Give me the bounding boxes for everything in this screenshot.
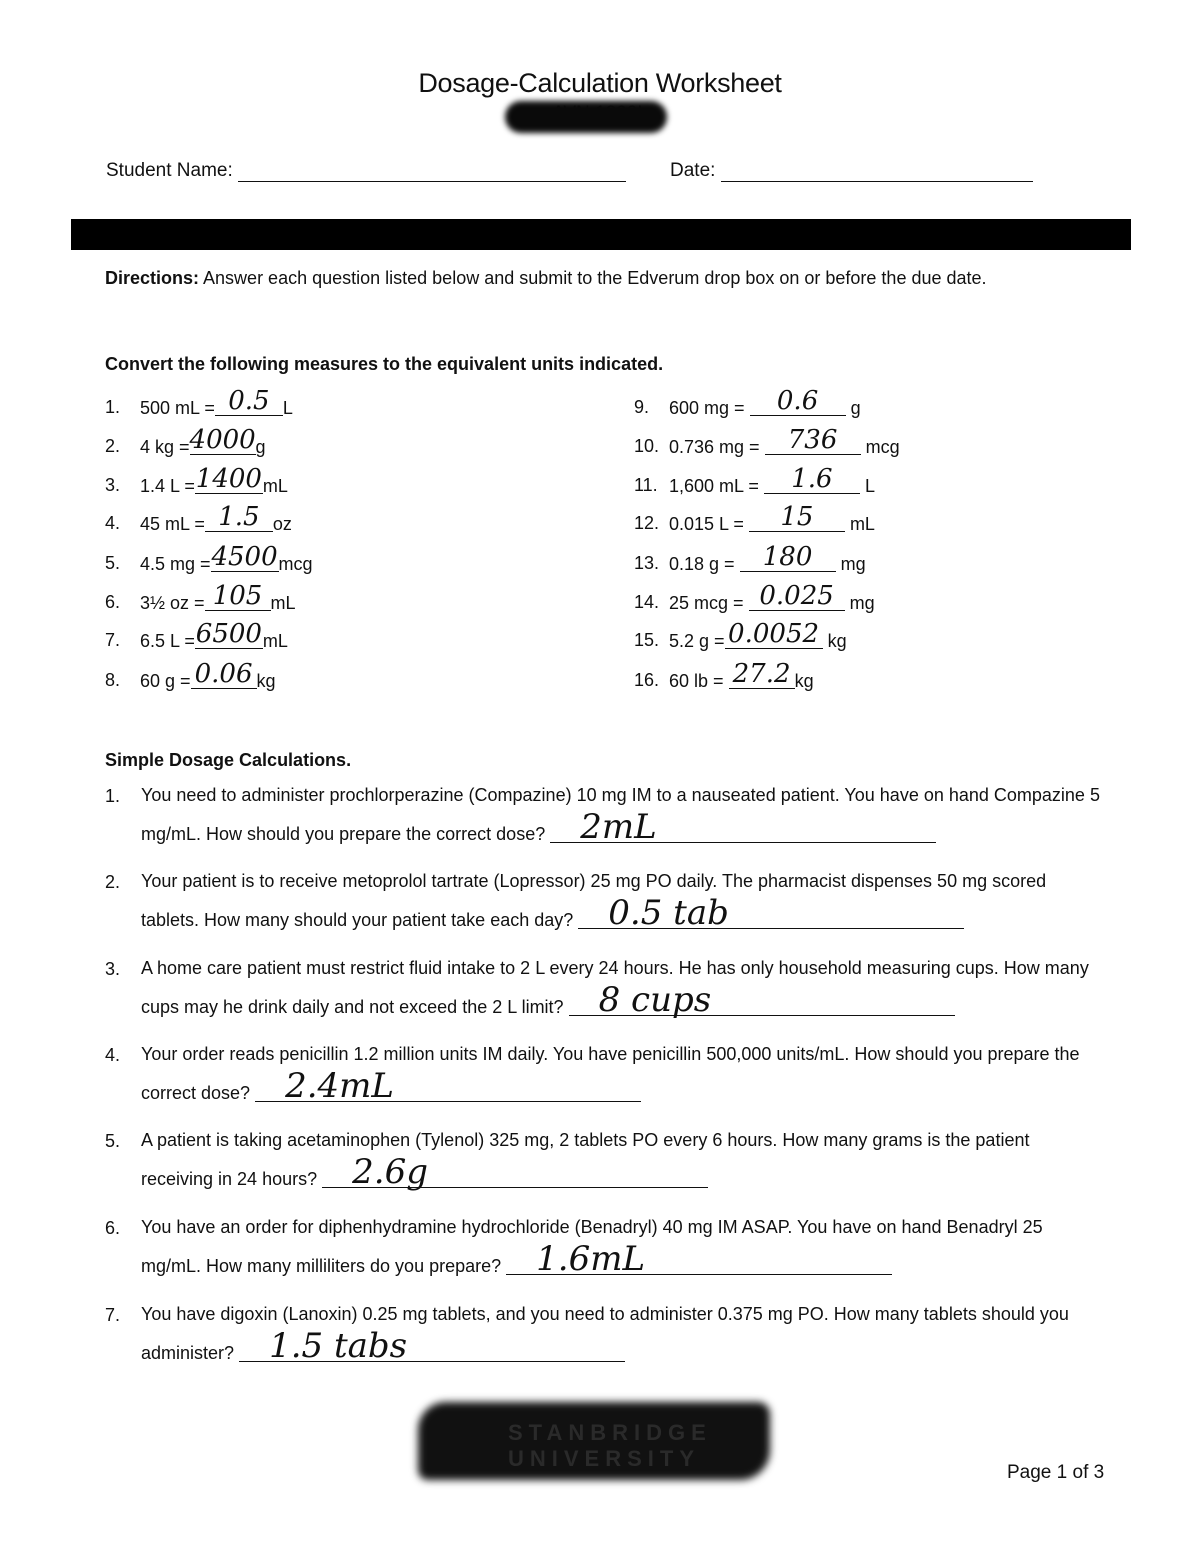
date-field[interactable]: [670, 160, 1033, 182]
answer-blank[interactable]: 1400: [195, 464, 262, 494]
answer-line[interactable]: 8 cups: [569, 995, 955, 1016]
directions-label: Directions:: [105, 268, 200, 288]
answer-line[interactable]: 1.6mL: [506, 1254, 892, 1275]
answer-blank[interactable]: 0.6: [750, 397, 846, 416]
university-logo-text: STANBRIDGE UNIVERSITY: [508, 1420, 712, 1471]
redaction-scribble: [505, 101, 667, 133]
answer-blank[interactable]: 180: [740, 553, 836, 572]
student-name-label: Student Name:: [106, 160, 233, 181]
worksheet-title: Dosage-Calculation Worksheet: [418, 68, 782, 98]
answer-blank[interactable]: 0.025: [749, 592, 845, 611]
answer-line[interactable]: 2.4mL: [255, 1081, 641, 1102]
student-name-field[interactable]: [106, 160, 626, 182]
answer-blank[interactable]: 4000: [189, 425, 256, 455]
answer-blank[interactable]: 0.06: [191, 670, 257, 689]
answer-blank[interactable]: 15: [749, 513, 845, 532]
answer-line[interactable]: 1.5 tabs: [239, 1341, 625, 1362]
answer-line[interactable]: 0.5 tab: [578, 908, 964, 929]
answer-blank[interactable]: 27.2: [729, 670, 795, 689]
divider-bar: [71, 219, 1131, 250]
answer-blank[interactable]: 105: [205, 592, 271, 611]
directions: [105, 268, 987, 289]
date-line[interactable]: [721, 161, 1033, 182]
conversion-heading: Convert the following measures to the equivalent units indicated.: [105, 354, 664, 374]
answer-blank[interactable]: 0.0052: [725, 630, 823, 649]
answer-blank[interactable]: 1.6: [764, 475, 860, 494]
answer-blank[interactable]: 1.5: [205, 513, 273, 532]
date-label: Date:: [670, 160, 716, 181]
answer-blank[interactable]: 0.5: [215, 397, 283, 416]
answer-line[interactable]: 2.6g: [322, 1167, 708, 1188]
student-name-line[interactable]: [238, 161, 626, 182]
answer-line[interactable]: 2mL: [550, 822, 936, 843]
answer-blank[interactable]: 6500: [195, 619, 262, 649]
page-number: Page 1 of 3: [1007, 1462, 1105, 1483]
answer-blank[interactable]: 4500: [211, 542, 278, 572]
dosage-heading: Simple Dosage Calculations.: [105, 750, 352, 770]
answer-blank[interactable]: 736: [765, 436, 861, 455]
directions-text: Answer each question listed below and submit to the Edverum drop box on or before the due date.: [199, 268, 987, 288]
